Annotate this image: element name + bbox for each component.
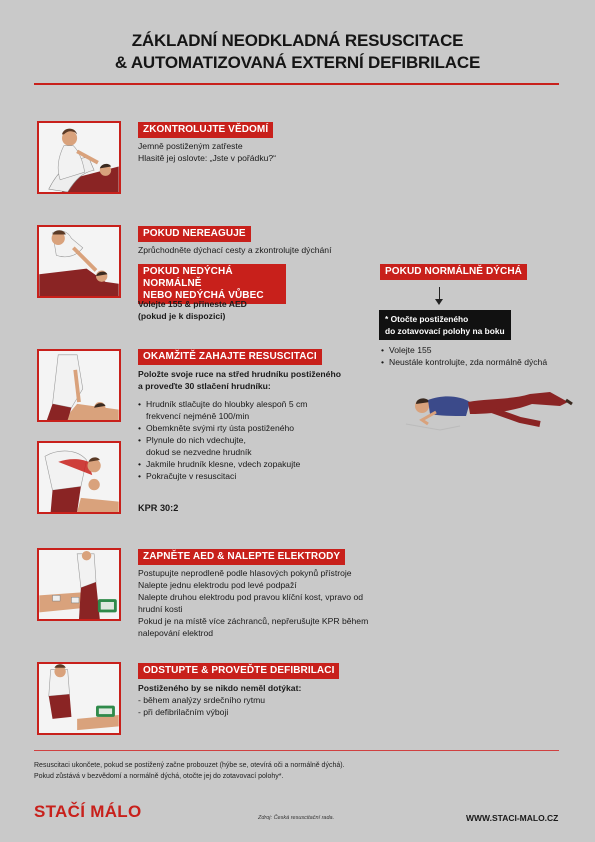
- recovery-box-line-2: do zotavovací polohy na boku: [385, 326, 505, 336]
- defibrillation-intro: Postiženého by se nikdo neměl dotýkat:: [138, 683, 302, 693]
- cpr-intro: [138, 368, 341, 392]
- aed-line: Postupujte neprodleně podle hlasových pokynů přístroje: [138, 568, 352, 578]
- aed-line: nalepování elektrod: [138, 628, 214, 638]
- breathing-bullets: [381, 344, 547, 368]
- defibrillation-illustration: [37, 662, 121, 735]
- footnote-line-1: Resuscitaci ukončete, pokud se postižený začne probouzet (hýbe se, otevírá oči a normálně dýchá).: [34, 762, 345, 769]
- aed-instructions: [138, 567, 368, 639]
- no-response-text: Zprůchodněte dýchací cesty a zkontrolujte dýchání: [138, 245, 332, 255]
- list-item: • Jakmile hrudník klesne, vdech zopakujte: [138, 458, 307, 470]
- brand-logo: STAČÍ MÁLO: [34, 802, 142, 821]
- not-breathing-text: [138, 298, 247, 322]
- aed-line: hrudní kosti: [138, 604, 183, 614]
- list-item: [138, 434, 307, 458]
- defibrillation-text: [138, 682, 301, 718]
- list-item: [138, 398, 307, 422]
- aed-line: Nalepte druhou elektrodu pod pravou klíční kost, vpravo od: [138, 592, 364, 602]
- open-airway-illustration: [37, 225, 121, 298]
- cpr-depth-line-2: frekvencí nejméně 100/min: [146, 411, 250, 421]
- source-text: Zdroj: Česká resuscitační rada.: [258, 815, 335, 821]
- check-consciousness-label: ZKONTROLUJTE VĚDOMÍ: [138, 122, 273, 138]
- check-consciousness-illustration: [37, 121, 121, 194]
- defibrillation-line: - během analýzy srdečního rytmu: [138, 695, 266, 705]
- aed-line: Nalepte jednu elektrodu pod levé podpaží: [138, 580, 297, 590]
- list-item: • Pokračujte v resuscitaci: [138, 470, 307, 482]
- defibrillation-label: ODSTUPTE & PROVEĎTE DEFIBRILACI: [138, 663, 339, 679]
- check-line-2: Hlasitě jej oslovte: „Jste v pořádku?“: [138, 153, 277, 163]
- footnote-line-2: Pokud zůstává v bezvědomí a normálně dýchá, otočte jej do zotavovací polohy*.: [34, 773, 284, 780]
- title-line-1: ZÁKLADNÍ NEODKLADNÁ RESUSCITACE: [131, 31, 464, 50]
- footer-divider: [34, 750, 559, 751]
- breathing-normally-label: POKUD NORMÁLNĚ DÝCHÁ: [380, 264, 527, 280]
- chest-compression-illustration: [37, 349, 121, 422]
- aed-label: ZAPNĚTE AED & NALEPTE ELEKTRODY: [138, 549, 345, 565]
- cpr-label: OKAMŽITĚ ZAHAJTE RESUSCITACI: [138, 349, 322, 365]
- check-line-1: Jemně postiženým zatřeste: [138, 141, 243, 151]
- cpr-intro-line-1: Položte svoje ruce na střed hrudníku postiženého: [138, 369, 341, 379]
- list-item: • Obemkněte svými rty ústa postiženého: [138, 422, 307, 434]
- check-consciousness-text: [138, 140, 276, 164]
- recovery-position-box: [379, 310, 511, 340]
- cpr-breath-line-1: • Plynule do nich vdechujte,: [146, 435, 246, 445]
- not-breathing-label-line-2: NEBO NEDÝCHÁ VŮBEC: [143, 290, 264, 301]
- list-item: • Neustále kontrolujte, zda normálně dýchá: [381, 356, 547, 368]
- rescue-breath-illustration: [37, 441, 121, 514]
- cpr-intro-line-2: a proveďte 30 stlačení hrudníku:: [138, 381, 271, 391]
- if-available-text: (pokud je k dispozici): [138, 311, 226, 321]
- list-item: • Volejte 155: [381, 344, 547, 356]
- aed-line: Pokud je na místě více záchranců, nepřerušujte KPR během: [138, 616, 369, 626]
- recovery-box-line-1: * Otočte postiženého: [385, 314, 469, 324]
- cpr-depth-line-1: • Hrudník stlačujte do hloubky alespoň 5 cm: [146, 399, 308, 409]
- cpr-bullets: [138, 398, 307, 482]
- cpr-ratio: KPR 30:2: [138, 503, 179, 513]
- footnote: [34, 760, 345, 782]
- aed-electrodes-illustration: [37, 548, 121, 621]
- no-response-label: POKUD NEREAGUJE: [138, 226, 251, 242]
- cpr-breath-line-2: dokud se nezvedne hrudník: [146, 447, 252, 457]
- defibrillation-line: - při defibrilačním výboji: [138, 707, 229, 717]
- title-line-2: & AUTOMATIZOVANÁ EXTERNÍ DEFIBRILACE: [114, 53, 481, 72]
- title-divider: [34, 83, 559, 85]
- website-link[interactable]: WWW.STACI-MALO.CZ: [466, 813, 559, 823]
- call-155-text: Volejte 155 & přineste AED: [138, 299, 247, 309]
- arrow-down-icon: [435, 299, 443, 305]
- recovery-position-illustration: [400, 380, 575, 432]
- not-breathing-label-line-1: POKUD NEDÝCHÁ NORMÁLNĚ: [143, 266, 233, 289]
- page-title: [0, 30, 595, 74]
